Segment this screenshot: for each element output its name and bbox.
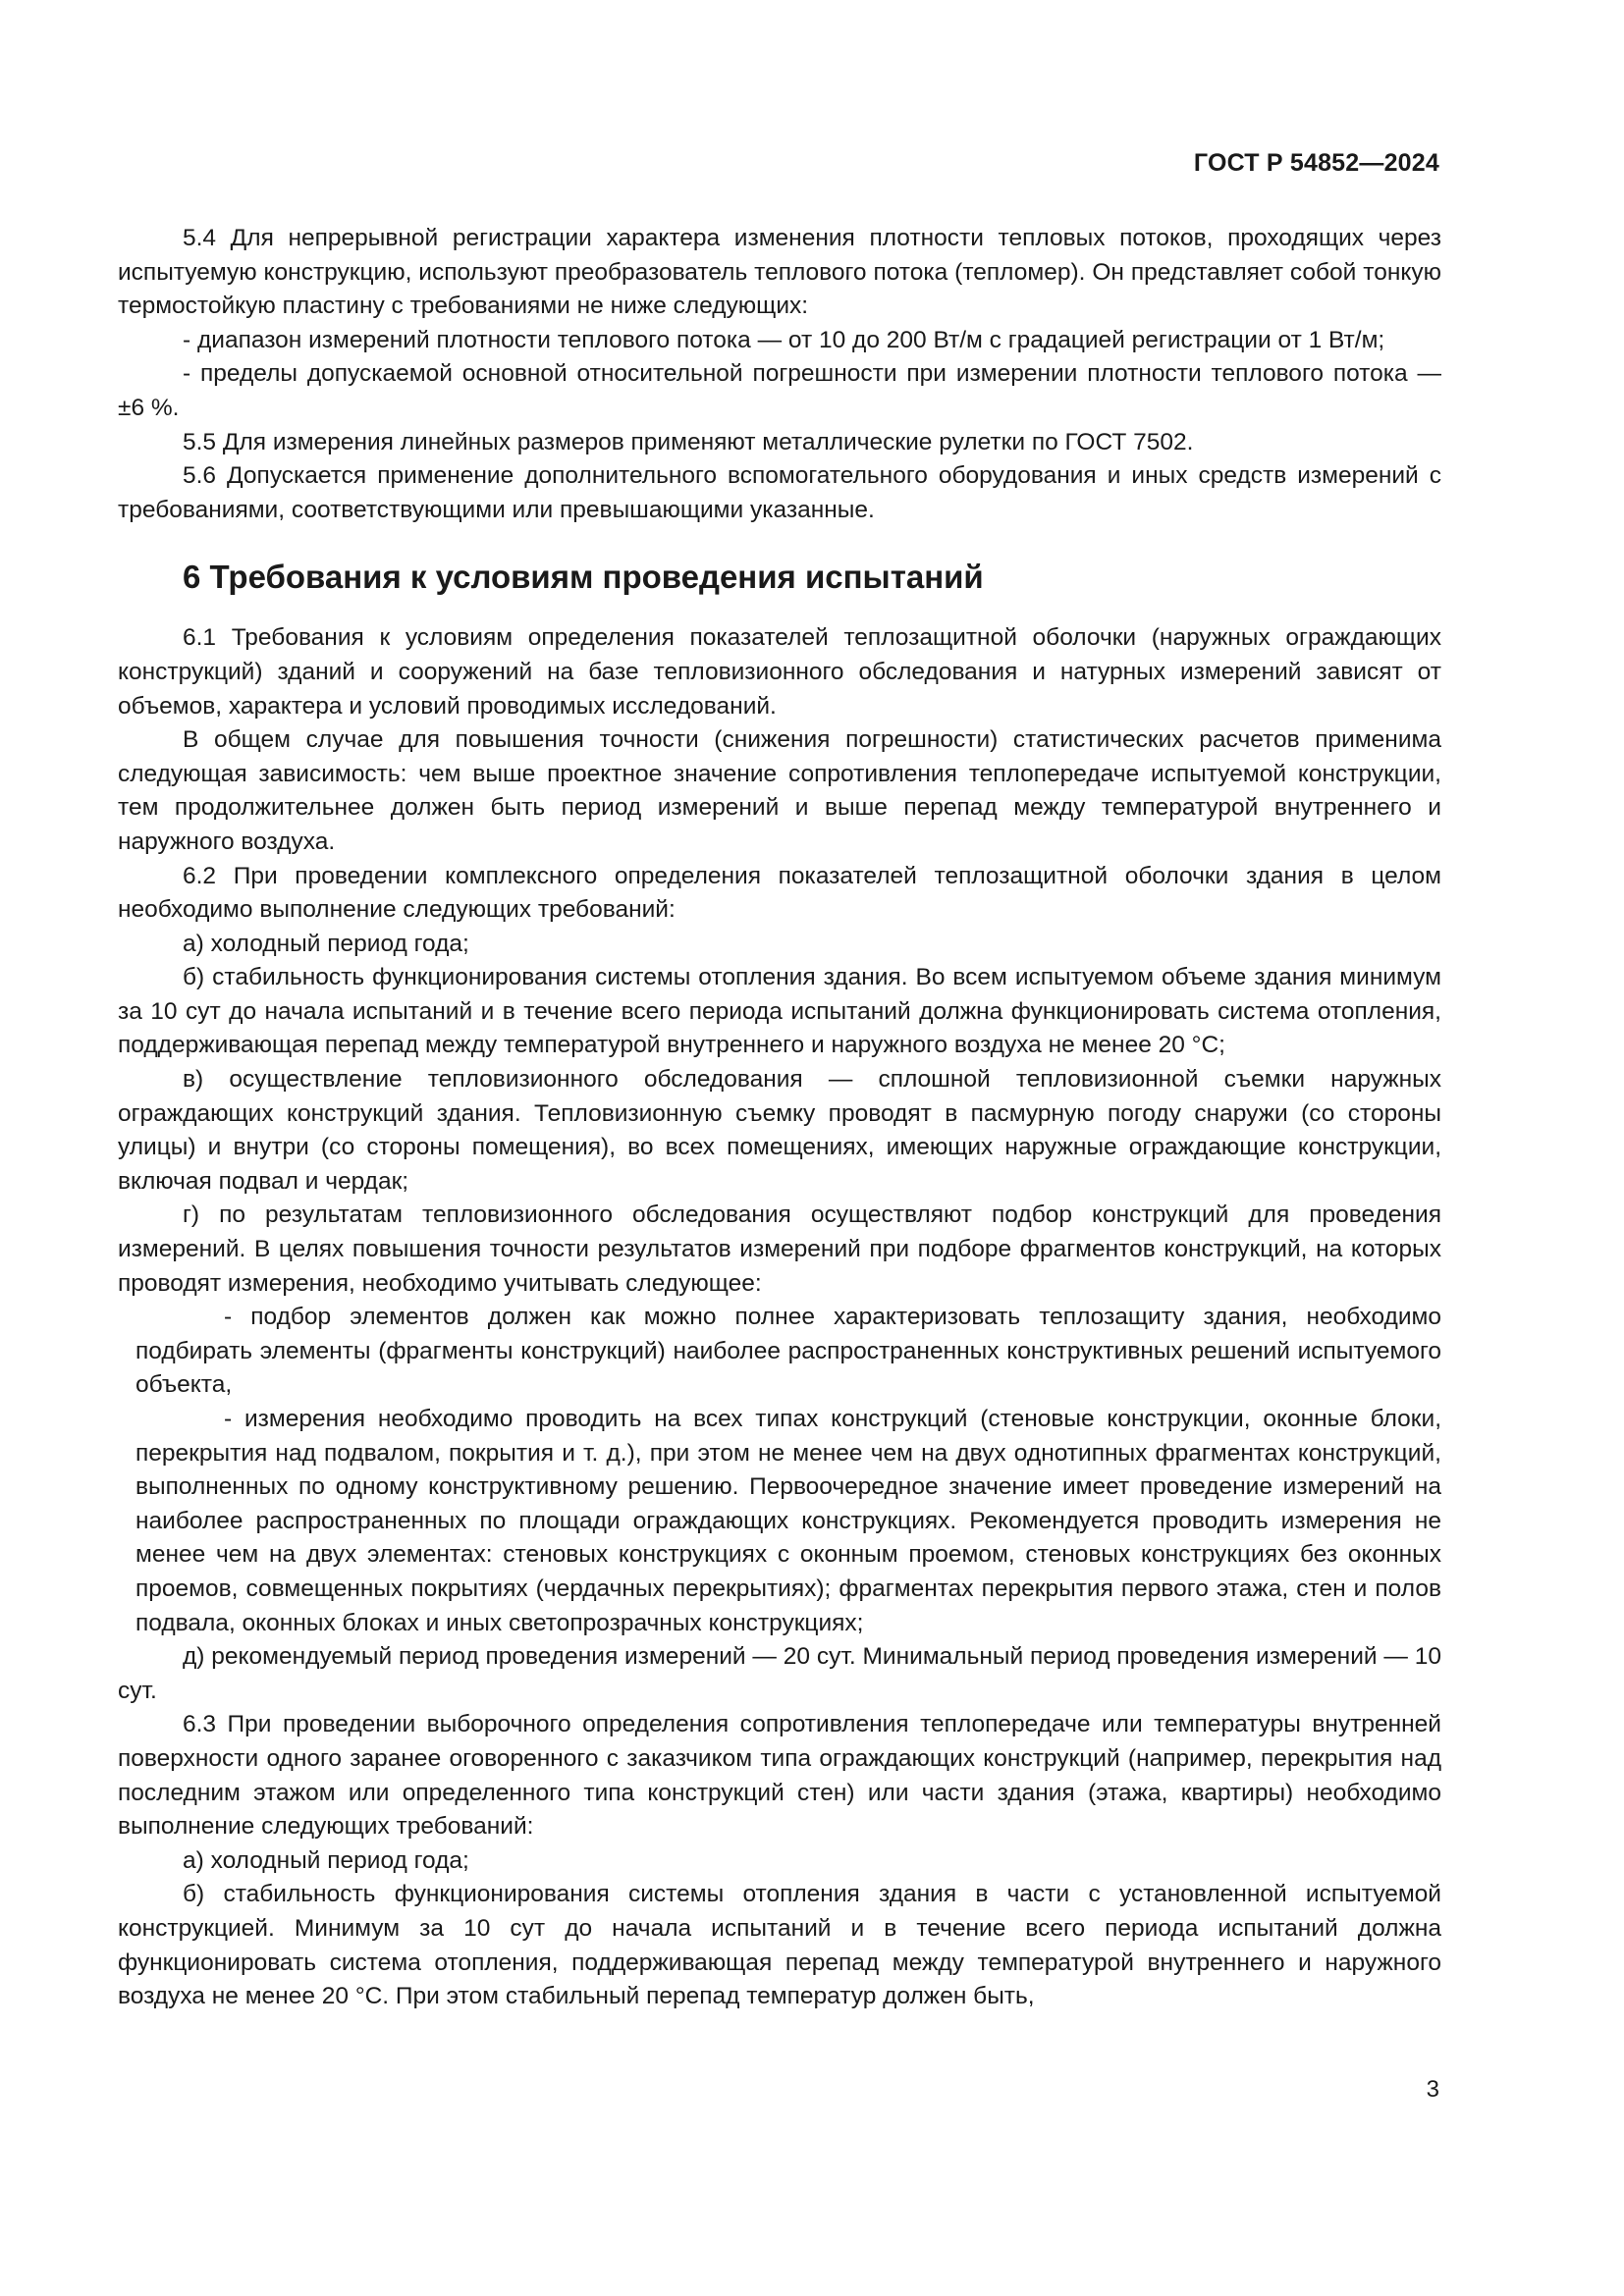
list-item-b: б) стабильность функционирования системы отопления здания. Во всем испытуемом объеме здания минимум за 10 сут до начала испытаний и в течение всего периода испытаний должна функционировать система отопления, поддерживающая перепад между температурой внутреннего и наружного воздуха не менее 20 °С; [118, 964, 1441, 1059]
list-item-a: а) холодный период года; [183, 930, 469, 957]
paragraph-6-1: 6.1 Требования к условиям определения показателей теплозащитной оболочки (наружных ограждающих конструкций) зданий и сооружений на базе тепловизионного обследования и натурных измерений зависят от объемов, характера и условий проводимых исследований. [118, 624, 1441, 720]
document-code-header: ГОСТ Р 54852—2024 [1193, 149, 1439, 177]
list-item-d: д) рекомендуемый период проведения измерений — 20 сут. Минимальный период проведения измерений — 10 сут. [118, 1643, 1441, 1704]
paragraph-6-2: 6.2 При проведении комплексного определения показателей теплозащитной оболочки здания в целом необходимо выполнение следующих требований: [118, 862, 1441, 924]
sub-list-item: - подбор элементов должен как можно полнее характеризовать теплозащиту здания, необходимо подбирать элементы (фрагменты конструкций) наиболее распространенных конструктивных решений испытуемого объекта, [135, 1304, 1441, 1399]
page-number: 3 [1426, 2076, 1439, 2103]
paragraph: В общем случае для повышения точности (снижения погрешности) статистических расчетов применима следующая зависимость: чем выше проектное значение сопротивления теплопередаче испытуемой конструкции, тем продолжительнее должен быть период измерений и выше перепад между температурой внутреннего и наружного воздуха. [118, 726, 1441, 855]
list-item-dash: - диапазон измерений плотности теплового потока — от 10 до 200 Вт/м с градацией регистрации от 1 Вт/м; [183, 326, 1385, 353]
paragraph-6-3: 6.3 При проведении выборочного определения сопротивления теплопередаче или температуры внутренней поверхности одного заранее оговоренного с заказчиком типа ограждающих конструкций (например, перекрытия над последним этажом или определенного типа конструкций стен) или части здания (этажа, квартиры) необходимо выполнение следующих требований: [118, 1711, 1441, 1841]
section-heading: 6 Требования к условиям проведения испытаний [183, 559, 984, 596]
document-body [118, 222, 1441, 2014]
list-item-v: в) осуществление тепловизионного обследования — сплошной тепловизионной съемки наружных ограждающих конструкций здания. Тепловизионную съемку проводят в пасмурную погоду снаружи (со стороны улицы) и внутри (со стороны помещения), во всех помещениях, имеющих наружные ограждающие конструкции, включая подвал и чердак; [118, 1066, 1441, 1195]
paragraph-5-5: 5.5 Для измерения линейных размеров применяют металлические рулетки по ГОСТ 7502. [183, 428, 1194, 455]
list-item-a: а) холодный период года; [183, 1846, 469, 1874]
list-item-g: г) по результатам тепловизионного обследования осуществляют подбор конструкций для проведения измерений. В целях повышения точности результатов измерений при подборе фрагментов конструкций, на которых проводят измерения, необходимо учитывать следующее: [118, 1201, 1441, 1297]
sub-list-item: - измерения необходимо проводить на всех типах конструкций (стеновые конструкции, оконные блоки, перекрытия над подвалом, покрытия и т. д.), при этом не менее чем на двух однотипных фрагментах конструкций, выполненных по одному конструктивному решению. Первоочередное значение имеет проведение измерений на наиболее распространенных по площади ограждающих конструкциях. Рекомендуется проводить измерения не менее чем на двух элементах: стеновых конструкциях с оконным проемом, стеновых конструкциях без оконных проемов, совмещенных покрытиях (чердачных перекрытиях); фрагментах перекрытия первого этажа, стен и полов подвала, оконных блоках и иных светопрозрачных конструкциях; [135, 1406, 1441, 1636]
list-item-dash: - пределы допускаемой основной относительной погрешности при измерении плотности теплового потока — ±6 %. [118, 360, 1441, 421]
paragraph-5-6: 5.6 Допускается применение дополнительного вспомогательного оборудования и иных средств измерений с требованиями, соответствующими или превышающими указанные. [118, 462, 1441, 523]
paragraph-5-4: 5.4 Для непрерывной регистрации характера изменения плотности тепловых потоков, проходящих через испытуемую конструкцию, используют преобразователь теплового потока (тепломер). Он представляет собой тонкую термостойкую пластину с требованиями не ниже следующих: [118, 225, 1441, 320]
list-item-b: б) стабильность функционирования системы отопления здания в части с установленной испытуемой конструкцией. Минимум за 10 сут до начала испытаний и в течение всего периода испытаний должна функционировать система отопления, поддерживающая перепад между температурой внутреннего и наружного воздуха не менее 20 °С. При этом стабильный перепад температур должен быть, [118, 1881, 1441, 2010]
